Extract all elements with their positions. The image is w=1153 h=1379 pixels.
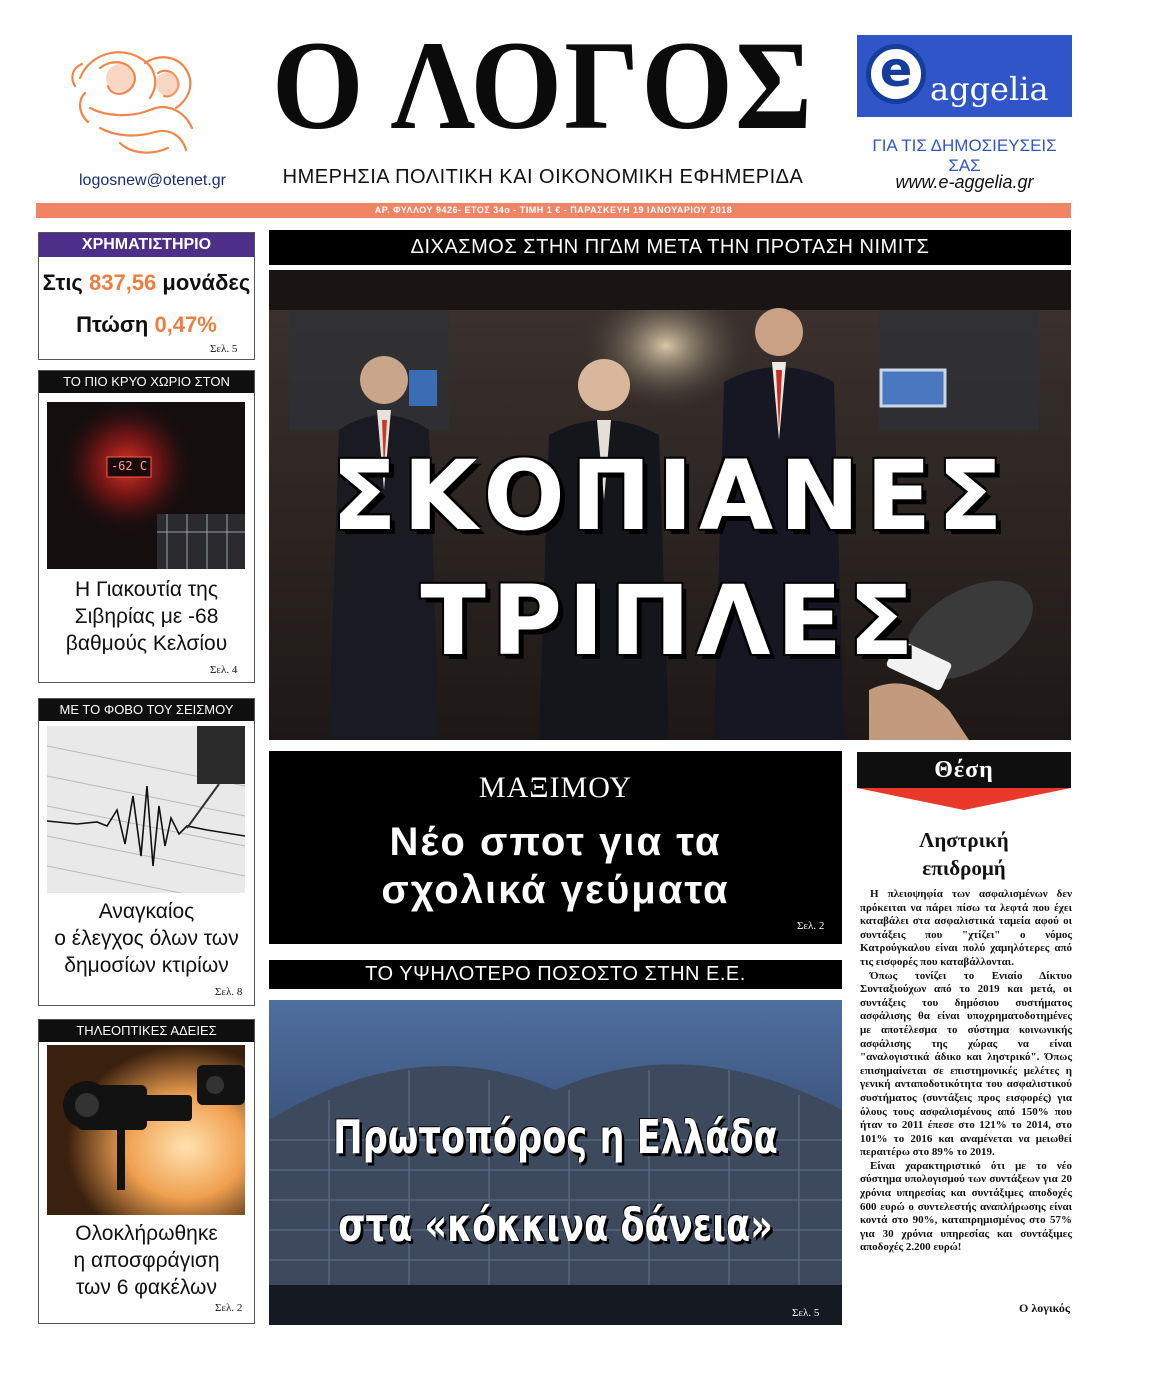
- stock-market-title: ΧΡΗΜΑΤΙΣΤΗΡΙΟ: [39, 233, 254, 257]
- stock-points-suffix: μονάδες: [162, 270, 251, 295]
- opinion-paragraph: Η πλειοψηφία των ασφαλισμένων δεν πρόκειται να πάρει πίσω τα λεφτά που έχει καταβάλει στα ασφαλιστικά ταμεία αφού οι συντάξεις που "χτίζει" ο νόμος Κατρούγκαλου είναι πολύ χαμηλότερες από τις εισφορές που καταβάλλονται.: [860, 888, 1072, 968]
- side-story-header: ΤΗΛΕΟΠΤΙΚΕΣ ΑΔΕΙΕΣ: [39, 1020, 254, 1042]
- tv-camera-photo: [47, 1045, 245, 1215]
- school-meals-title[interactable]: [269, 818, 842, 914]
- side-story-text: [39, 898, 254, 979]
- opinion-paragraph: Όπως τονίζει το Ενιαίο Δίκτυο Συνταξιούχων από το 2019 και μετά, οι συντάξεις του δημόσιου συστήματος ασφάλισης θα είναι υποχρηματοδοτημένες με αποτέλεσμα το σύστημα κοινωνικής ασφάλισης της χώρας να είναι "αναλογιστικά άδικο και ληστρικό". Όπως επισημαίνεται σε επιστημονικές μελέτες η γενική ανταποδοτικότητα του ασφαλιστικού συστήματος (συντάξεις προς εισφορές) για όλους τους ασφαλισμένους από 150% που ήταν το 2011 έπεσε στο 121% το 2014, στο 101% το 2016 και αναμένεται να μειωθεί περαιτέρω στο 89% το 2019.: [860, 969, 1072, 1159]
- contact-email[interactable]: logosnew@otenet.gr: [79, 172, 226, 189]
- side-story-text: [39, 1220, 254, 1301]
- side-story-line: δημοσίων κτιρίων: [64, 954, 229, 977]
- opinion-signature: Ο λογικός: [1019, 1301, 1070, 1315]
- masthead-title: Ο ΛΟΓΟΣ: [271, 14, 815, 157]
- logo-illustration: [60, 38, 210, 168]
- side-story-line: των 6 φακέλων: [76, 1276, 217, 1299]
- opinion-section-header: Θέση: [857, 752, 1071, 788]
- eu-headline-line2[interactable]: στα «κόκκινα δάνεια»: [338, 1198, 773, 1252]
- side-story-page-ref: Σελ. 4: [210, 664, 238, 676]
- opinion-title[interactable]: [857, 826, 1071, 882]
- side-story-line: ο έλεγχος όλων των: [54, 927, 239, 950]
- eaggelia-url[interactable]: www.e-aggelia.gr: [895, 172, 1034, 192]
- side-story-line: Αναγκαίος: [98, 900, 195, 923]
- opinion-body: [860, 888, 1072, 1255]
- side-story-header: ΜΕ ΤΟ ΦΟΒΟ ΤΟΥ ΣΕΙΣΜΟΥ: [39, 699, 254, 721]
- school-meals-title-line: Νέο σποτ για τα: [389, 820, 722, 864]
- opinion-title-line: επιδρομή: [922, 856, 1006, 880]
- cold-village-photo: [47, 402, 245, 569]
- thermometer-readout: -62 C: [110, 459, 148, 473]
- stock-drop-value: 0,47%: [154, 312, 217, 337]
- side-story-line: Η Γιακουτία της: [75, 578, 218, 601]
- lead-headline-line2[interactable]: ΤΡΙΠΛΕΣ: [420, 565, 920, 677]
- eaggelia-logo-word: aggelia: [930, 70, 1049, 108]
- side-story-line: βαθμούς Κελσίου: [65, 632, 228, 655]
- side-story-line: Σιβηρίας με -68: [74, 605, 219, 628]
- masthead-tagline: ΗΜΕΡΗΣΙΑ ΠΟΛΙΤΙΚΗ ΚΑΙ ΟΙΚΟΝΟΜΙΚΗ ΕΦΗΜΕΡΙΔΑ: [282, 166, 804, 188]
- side-story-page-ref: Σελ. 2: [215, 1302, 243, 1314]
- eaggelia-logo-letter: e: [879, 42, 913, 98]
- side-story-page-ref: Σελ. 8: [215, 986, 243, 998]
- stock-drop-prefix: Πτώση: [76, 312, 149, 337]
- side-story-line: Ολοκλήρωθηκε: [75, 1222, 218, 1245]
- opinion-red-arrow: [857, 788, 1071, 810]
- eaggelia-subtitle: ΓΙΑ ΤΙΣ ΔΗΜΟΣΙΕΥΣΕΙΣ ΣΑΣ: [872, 136, 1057, 175]
- eu-headline-line1[interactable]: Πρωτοπόρος η Ελλάδα: [333, 1110, 778, 1164]
- stock-points-line: [39, 270, 254, 296]
- stock-points-value: 837,56: [89, 270, 157, 295]
- school-meals-page-ref: Σελ. 2: [797, 920, 825, 932]
- stock-drop-line: [39, 312, 254, 338]
- side-story-line: η αποσφράγιση: [73, 1249, 220, 1272]
- seismograph-photo: [47, 726, 245, 893]
- opinion-paragraph: Είναι χαρακτηριστικό ότι με το νέο σύστημα υπολογισμού των συντάξεων για 20 χρόνια υπηρεσίας και συντάξιμες αποδοχές 600 ευρώ ο συντελεστής αναπλήρωσης είναι κοντά στο 90%, καταπρημισμένος στο 57% για 30 χρόνια υπηρεσίας και συντάξιμες αποδοχές 2.200 ευρώ!: [860, 1159, 1072, 1254]
- school-meals-overline: ΜΑΞΙΜΟΥ: [478, 771, 633, 804]
- eu-story-kicker[interactable]: ΤΟ ΥΨΗΛΟΤΕΡΟ ΠΟΣΟΣΤΟ ΣΤΗΝ Ε.Ε.: [269, 960, 842, 989]
- lead-kicker[interactable]: ΔΙΧΑΣΜΟΣ ΣΤΗΝ ΠΓΔΜ ΜΕΤΑ ΤΗΝ ΠΡΟΤΑΣΗ ΝΙΜΙΤΣ: [269, 230, 1071, 265]
- opinion-title-line: Ληστρική: [919, 828, 1009, 852]
- school-meals-title-line: σχολικά γεύματα: [381, 868, 730, 912]
- issue-info-text: ΑΡ. ΦΥΛΛΟΥ 9426- ΕΤΟΣ 34ο - ΤΙΜΗ 1 € - ΠΑΡΑΣΚΕΥΗ 19 ΙΑΝΟΥΑΡΙΟΥ 2018: [374, 205, 733, 215]
- stock-page-ref: Σελ. 5: [210, 343, 238, 355]
- side-story-header: ΤΟ ΠΙΟ ΚΡΥΟ ΧΩΡΙΟ ΣΤΟΝ: [39, 371, 254, 393]
- eu-story-page-ref: Σελ. 5: [792, 1307, 820, 1319]
- lead-headline-line1[interactable]: ΣΚΟΠΙΑΝΕΣ: [331, 440, 1009, 552]
- stock-points-prefix: Στις: [42, 270, 83, 295]
- side-story-text: [39, 576, 254, 657]
